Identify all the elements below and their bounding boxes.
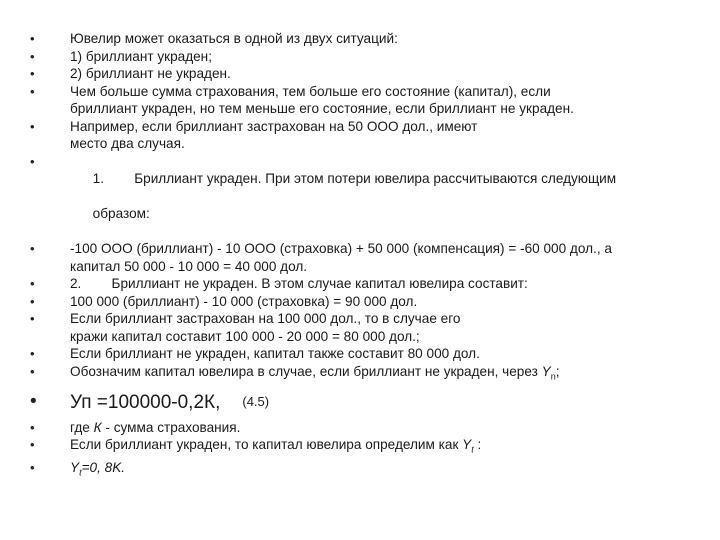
text-line: Если бриллиант не украден, капитал также составит 80 000 дол. bbox=[70, 346, 480, 361]
variable: К bbox=[93, 419, 102, 435]
bullet-item bbox=[30, 275, 690, 293]
variable: Y bbox=[462, 437, 472, 453]
bullet-item bbox=[30, 118, 690, 153]
formula-number: (4.5) bbox=[242, 393, 270, 409]
bullet-item bbox=[30, 310, 690, 345]
bullet-item bbox=[30, 436, 690, 459]
bullet-item bbox=[30, 363, 690, 386]
text-line: образом: bbox=[92, 206, 150, 221]
bullet-list bbox=[30, 30, 690, 483]
subscript: t bbox=[79, 468, 82, 479]
formula: Уп =100000-0,2К, bbox=[70, 391, 221, 413]
bullet-item bbox=[30, 293, 690, 311]
variable: Y bbox=[70, 460, 80, 476]
text-line: Чем больше сумма страхования, тем больше его состояние (капитал), если bbox=[70, 83, 551, 99]
text-line: Например, если бриллиант застрахован на 50 ООО дол., имеют bbox=[70, 118, 478, 134]
punctuation: ; bbox=[555, 363, 560, 379]
text-line: капитал 50 000 - 10 000 = 40 000 дол. bbox=[70, 258, 308, 274]
text-line: 100 000 (бриллиант) - 10 000 (страховка) = 90 000 дол. bbox=[70, 293, 418, 309]
bullet-item bbox=[30, 153, 690, 241]
text-line: Обозначим капитал ювелира в случае, если бриллиант не украден, через bbox=[70, 363, 542, 379]
formula-text: =0, 8K. bbox=[81, 460, 126, 476]
text-line: Если бриллиант застрахован на 100 000 дол., то в случае его bbox=[70, 311, 461, 326]
subscript: n bbox=[550, 371, 556, 382]
text-line: 1. Бриллиант украден. При этом потери ювелира рассчитываются следующим bbox=[92, 171, 617, 186]
punctuation: : bbox=[473, 437, 482, 453]
bullet-item bbox=[30, 345, 690, 363]
text-line: кражи капитал составит 100 000 - 20 000 = 80 000 дол.; bbox=[70, 328, 420, 344]
text-line: 2) бриллиант не украден. bbox=[70, 66, 231, 81]
text-line: Если бриллиант украден, то капитал ювелира определим как bbox=[70, 437, 463, 453]
text-line: место два случая. bbox=[70, 136, 185, 151]
formula-item bbox=[30, 388, 690, 417]
subscript: t bbox=[471, 444, 474, 455]
text-line: где bbox=[70, 419, 94, 435]
text-line: - сумма страхования. bbox=[101, 419, 241, 435]
bullet-item bbox=[30, 419, 690, 437]
bullet-item bbox=[30, 48, 690, 66]
text-line: 2. Бриллиант не украден. В этом случае капитал ювелира составит: bbox=[70, 276, 528, 291]
bullet-item bbox=[30, 65, 690, 83]
bullet-item bbox=[30, 240, 690, 275]
bullet-item bbox=[30, 459, 690, 482]
text-line: бриллиант украден, но тем меньше его состояние, если бриллиант не украден. bbox=[70, 101, 574, 116]
variable: Y bbox=[541, 363, 551, 379]
bullet-item bbox=[30, 83, 690, 118]
text-line: 1) бриллиант украден; bbox=[70, 48, 212, 64]
text-line: -100 ООО (бриллиант) - 10 ООО (страховка) + 50 000 (компенсация) = -60 000 дол., а bbox=[70, 241, 612, 256]
bullet-item bbox=[30, 30, 690, 48]
text-line: Ювелир может оказаться в одной из двух ситуаций: bbox=[70, 31, 398, 46]
